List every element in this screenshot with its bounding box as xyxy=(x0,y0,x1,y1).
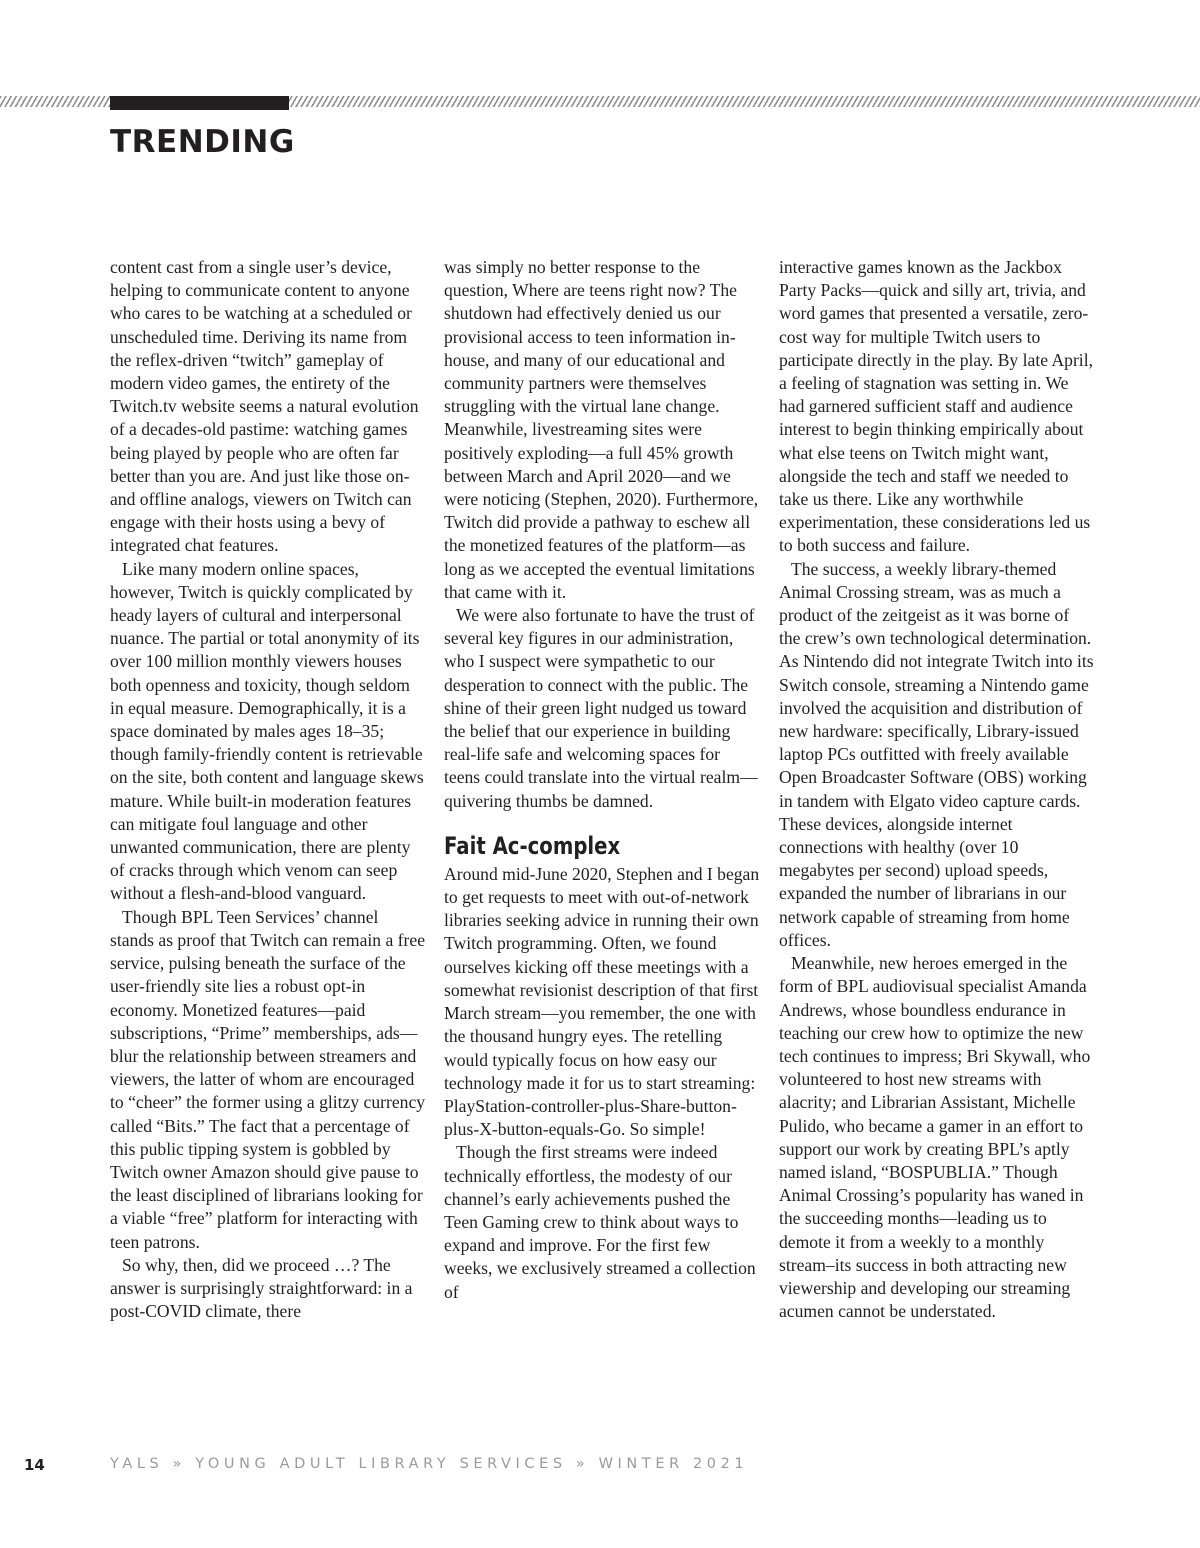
page-footer xyxy=(0,1456,1200,1480)
section-subheading: Fait Ac-complex xyxy=(444,831,621,860)
paragraph: We were also fortunate to have the trust of several key figures in our administration, who I suspect were sympathetic to our desperation to connect with the public. The shine of their green light nudged us toward the belief that our experience in building real-life safe and welcoming spaces for teens could translate into the virtual realm—quivering thumbs be damned. xyxy=(444,605,758,811)
paragraph: content cast from a single user’s device, helping to communicate content to anyone who cares to be watching at a scheduled or unscheduled time. Deriving its name from the reflex-driven “twitch” gameplay of modern video games, the entirety of the Twitch.tv website seems a natural evolution of a decades-old pastime: watching games being played by people who are often far better than you are. And just like those on- and offline analogs, viewers on Twitch can engage with their hosts using a bevy of integrated chat features. xyxy=(110,257,419,556)
paragraph: The success, a weekly library-themed Animal Crossing stream, was as much a product of the zeitgeist as it was borne of the crew’s own technological determination. As Nintendo did not integrate Twitch into its Switch console, streaming a Nintendo game involved the acquisition and distribution of new hardware: specifically, Library-issued laptop PCs outfitted with freely available Open Broadcaster Software (OBS) working in tandem with Elgato video capture cards. These devices, alongside internet connections with healthy (over 10 megabytes per second) upload speeds, expanded the number of librarians in our network capable of streaming from home offices. xyxy=(779,558,1094,950)
paragraph: Around mid-June 2020, Stephen and I began to get requests to meet with out-of-network libraries seeking advice in running their own Twitch programming. Often, we found ourselves kicking off these meetings with a somewhat revisionist description of that first March stream—you remember, the one with the thousand hungry eyes. The retelling would typically focus on how easy our technology made it for us to start streaming: PlayStation-controller-plus-Share-button-plus-X-button-equals-Go. So simple! xyxy=(444,863,760,1140)
paragraph: Like many modern online spaces, however, Twitch is quickly complicated by heady layers of cultural and interpersonal nuance. The partial or total anonymity of its over 100 million monthly viewers houses both openness and toxicity, though seldom in equal measure. Demographically, it is a space dominated by males ages 18–35; though family-friendly content is retrievable on the site, both content and language skews mature. While built-in moderation features can mitigate foul language and other unwanted communication, there are plenty of cracks through which venom can seep without a flesh-and-blood vanguard. xyxy=(110,558,424,904)
paragraph: So why, then, did we proceed …? The answer is surprisingly straightforward: in a post-COVID climate, there xyxy=(110,1254,413,1322)
paragraph: Though BPL Teen Services’ channel stands as proof that Twitch can remain a free service, pulsing beneath the surface of the user-friendly site lies a robust opt-in economy. Monetized features—paid subscriptions, “Prime” memberships, ads—blur the relationship between streamers and viewers, the latter of whom are encouraged to “cheer” the former using a glitzy currency called “Bits.” The fact that a percentage of this public tipping system is gobbled by Twitch owner Amazon should give pause to the least disciplined of librarians looking for a viable “free” platform for interacting with teen patrons. xyxy=(110,906,426,1252)
article-column-2 xyxy=(444,256,760,1304)
paragraph: was simply no better response to the question, Where are teens right now? The shutdown had effectively denied us our provisional access to teen information in-house, and many of our educational and community partners were themselves struggling with the virtual lane change. Meanwhile, livestreaming sites were positively exploding—a full 45% growth between March and April 2020—and we were noticing (Stephen, 2020). Furthermore, Twitch did provide a pathway to eschew all the monetized features of the platform—as long as we accepted the eventual limitations that came with it. xyxy=(444,257,759,602)
paragraph: interactive games known as the Jackbox Party Packs—quick and silly art, trivia, and word games that presented a versatile, zero-cost way for multiple Twitch users to participate directly in the play. By late April, a feeling of stagnation was setting in. We had garnered sufficient staff and audience interest to begin thinking empirically about what else teens on Twitch might want, alongside the tech and staff we needed to take us there. Like any worthwhile experimentation, these considerations led us to both success and failure. xyxy=(779,257,1093,556)
paragraph: Meanwhile, new heroes emerged in the form of BPL audiovisual specialist Amanda Andrews, whose boundless endurance in teaching our crew how to optimize the new tech continues to impress; Bri Skywall, who volunteered to host new streams with alacrity; and Librarian Assistant, Michelle Pulido, who became a gamer in an effort to support our work by creating BPL’s aptly named island, “BOSPUBLIA.” Though Animal Crossing’s popularity has waned in the succeeding months—leading us to demote it from a weekly to a monthly stream–its success in both attracting new viewership and developing our streaming acumen cannot be understated. xyxy=(779,953,1091,1322)
running-head: YALS » YOUNG ADULT LIBRARY SERVICES » WINTER 2021 xyxy=(110,1456,749,1472)
section-accent-bar xyxy=(110,96,289,110)
section-title: TRENDING xyxy=(110,124,295,160)
article-column-1 xyxy=(110,256,426,1323)
paragraph: Though the first streams were indeed technically effortless, the modesty of our channel’s early achievements pushed the Teen Gaming crew to think about ways to expand and improve. For the first few weeks, we exclusively streamed a collection of xyxy=(444,1142,756,1302)
article-column-3 xyxy=(779,256,1095,1323)
page-number: 14 xyxy=(24,1456,45,1474)
